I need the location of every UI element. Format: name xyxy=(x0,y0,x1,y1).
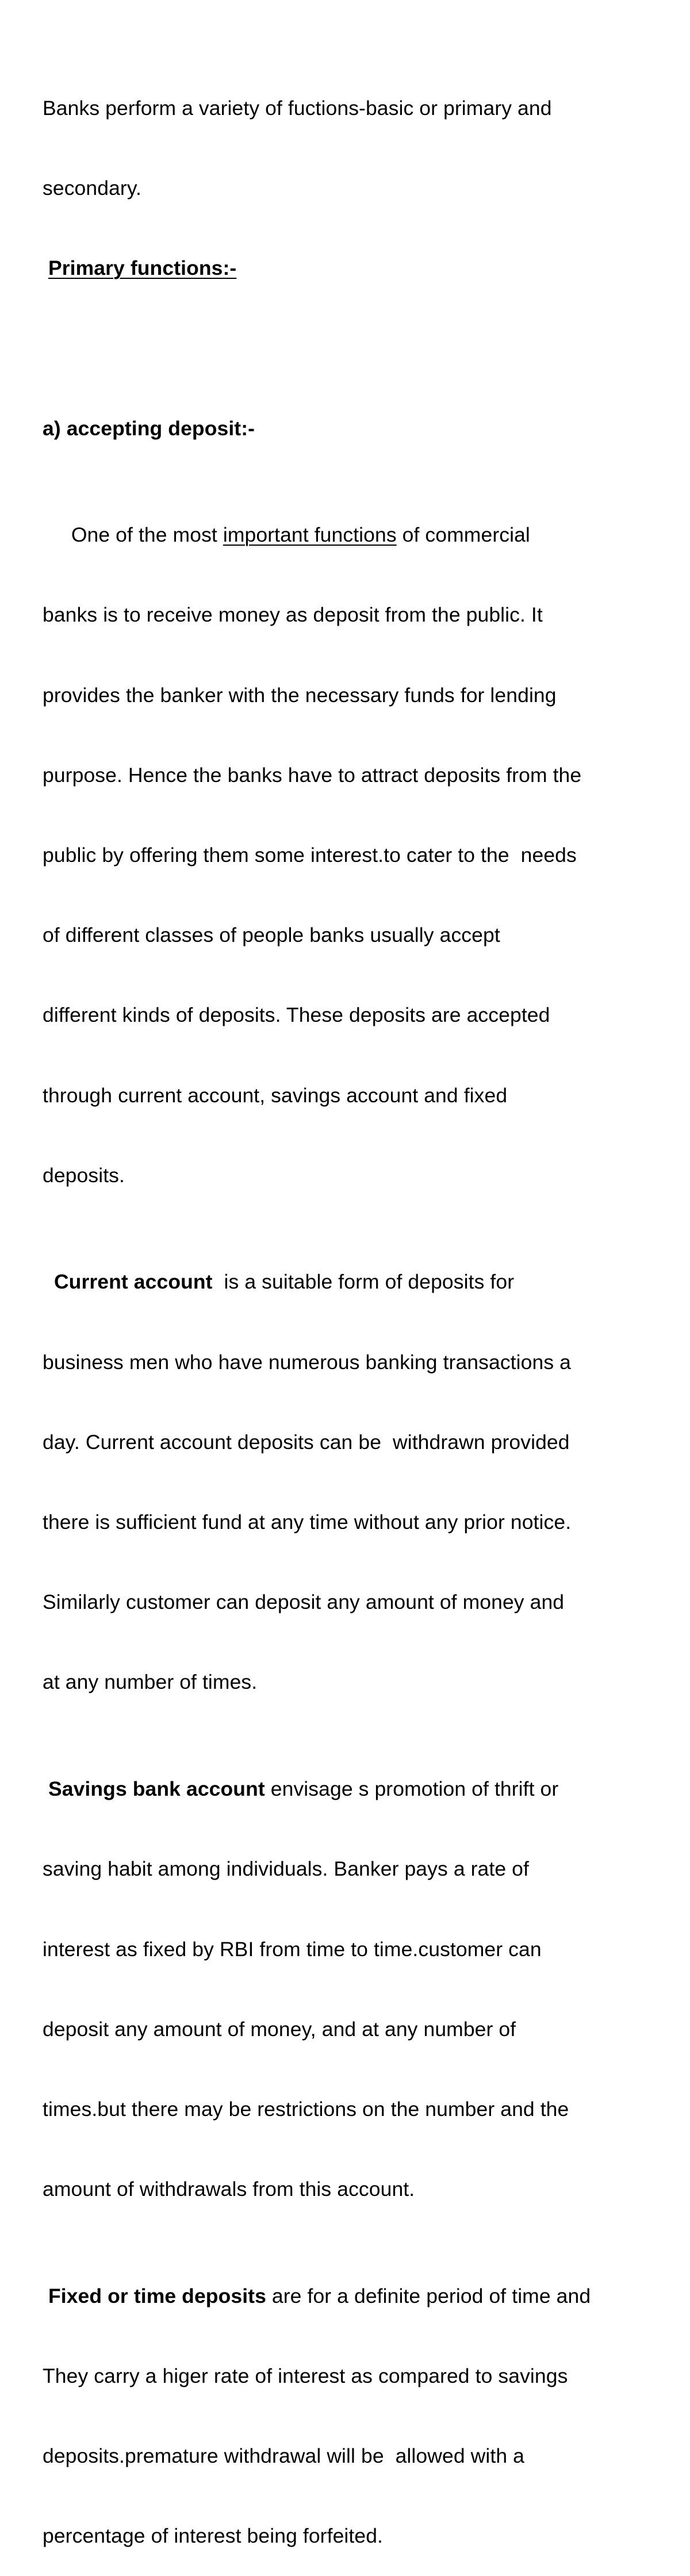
current-account-term: Current account xyxy=(53,1270,213,1294)
paragraph-line: provides the banker with the necessary funds for lending xyxy=(43,683,557,707)
paragraph-text: envisage s promotion of thrift or xyxy=(264,1777,559,1801)
paragraph-line: of different classes of people banks usually accept xyxy=(43,923,500,947)
savings-account-line xyxy=(43,1776,652,1802)
paragraph-line: banks is to receive money as deposit from the public. It xyxy=(43,603,543,627)
paragraph-line: saving habit among individuals. Banker pays a rate of xyxy=(43,1857,529,1881)
paragraph-text: One of the most xyxy=(43,523,223,547)
blank-line xyxy=(43,335,652,361)
paragraph-line xyxy=(43,522,652,548)
paragraph-line: purpose. Hence the banks have to attract deposits from the xyxy=(43,763,582,787)
fixed-deposits-line xyxy=(43,2283,652,2309)
paragraph-text: of commercial xyxy=(396,523,530,547)
paragraph-line: at any number of times. xyxy=(43,1670,258,1694)
paragraph-text: are for a definite period of time and xyxy=(266,2284,591,2307)
paragraph-line: through current account, savings account and fixed xyxy=(43,1083,508,1107)
primary-functions-heading: Primary functions:- xyxy=(48,256,237,280)
document-page xyxy=(43,41,652,2576)
current-account-line xyxy=(43,1268,652,1295)
paragraph-line: deposits. xyxy=(43,1163,125,1187)
intro-line-2: secondary. xyxy=(43,177,142,200)
paragraph-line: interest as fixed by RBI from time to time.customer can xyxy=(43,1937,542,1961)
fixed-deposits-term: Fixed or time deposits xyxy=(48,2284,266,2307)
paragraph-line: percentage of interest being forfeited. xyxy=(43,2524,384,2548)
paragraph-line: deposit any amount of money, and at any number of xyxy=(43,2017,516,2041)
paragraph-line: public by offering them some interest.to cater to the needs xyxy=(43,844,577,867)
intro-line-1: Banks perform a variety of fuctions-basic or primary and xyxy=(43,96,552,120)
paragraph-line: They carry a higer rate of interest as compared to savings xyxy=(43,2364,568,2387)
paragraph-line: amount of withdrawals from this account. xyxy=(43,2178,415,2201)
section-a-heading: a) accepting deposit:- xyxy=(43,416,255,440)
paragraph-line: different kinds of deposits. These deposits are accepted xyxy=(43,1003,550,1027)
paragraph-line: there is sufficient fund at any time without any prior notice. xyxy=(43,1511,572,1534)
savings-account-term: Savings bank account xyxy=(48,1777,265,1801)
primary-functions-heading-line xyxy=(43,255,652,281)
paragraph-line: times.but there may be restrictions on the number and the xyxy=(43,2097,569,2121)
important-functions-link[interactable]: important functions xyxy=(223,523,397,547)
paragraph-line: Similarly customer can deposit any amount of money and xyxy=(43,1590,565,1614)
paragraph-line: deposits.premature withdrawal will be allowed with a xyxy=(43,2444,524,2468)
paragraph-line: business men who have numerous banking transactions a xyxy=(43,1350,571,1374)
paragraph-line: day. Current account deposits can be withdrawn provided xyxy=(43,1430,570,1454)
paragraph-text: is a suitable form of deposits for xyxy=(212,1270,515,1294)
